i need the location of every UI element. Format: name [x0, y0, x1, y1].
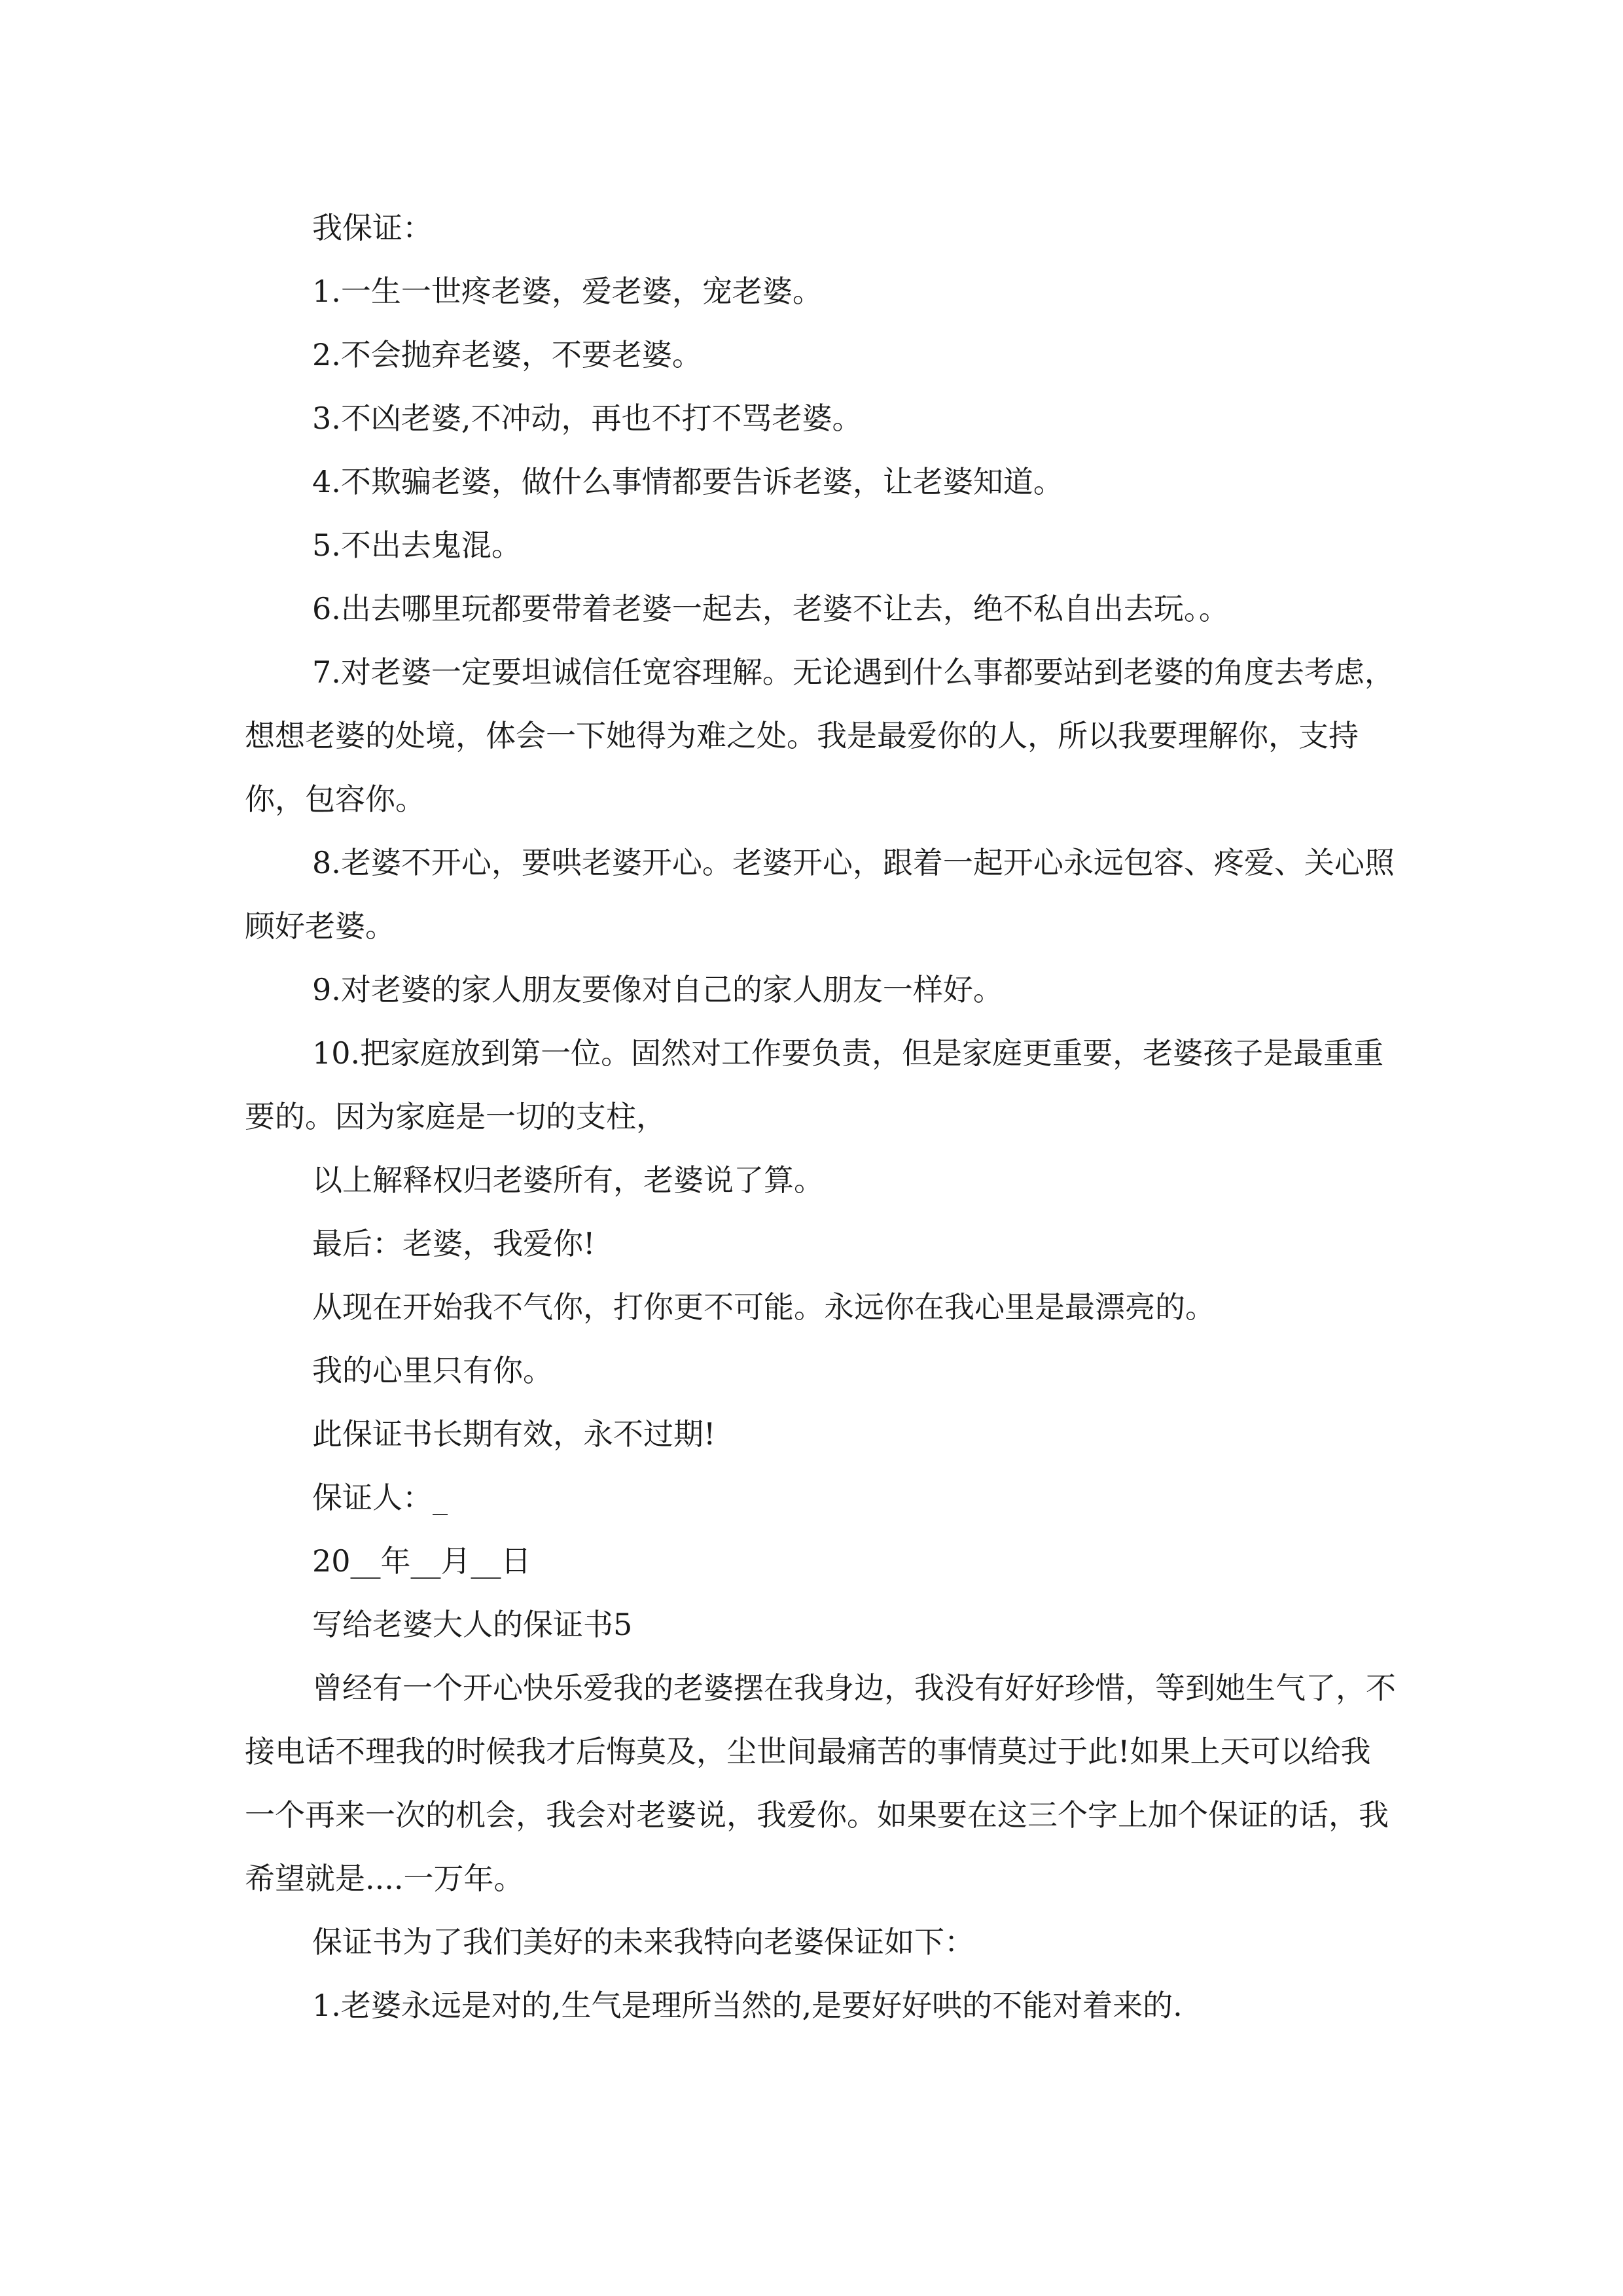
paragraph-intro: 曾经有一个开心快乐爱我的老婆摆在我身边，我没有好好珍惜，等到她生气了，不接电话不理我的时候我才后悔莫及，尘世间最痛苦的事情莫过于此!如果上天可以给我一个再来一次的机会，我会对老婆说，我爱你。如果要在这三个字上加个保证的话，我希望就是....一万年。: [245, 1670, 1396, 1896]
paragraph-item-10: 10.把家庭放到第一位。固然对工作要负责，但是家庭更重要，老婆孩子是最重重要的。因为家庭是一切的支柱，: [245, 1035, 1384, 1134]
paragraph-item-6: 6.出去哪里玩都要带着老婆一起去，老婆不让去，绝不私自出去玩。。: [312, 591, 1229, 626]
paragraph-item-3: 3.不凶老婆,不冲动，再也不打不骂老婆。: [312, 401, 863, 436]
paragraph-pledge-heading: 我保证：: [312, 210, 433, 245]
paragraph-signer: 保证人：_: [312, 1480, 448, 1515]
paragraph-item-1: 1.一生一世疼老婆，爱老婆，宠老婆。: [312, 274, 823, 309]
paragraph-item-9: 9.对老婆的家人朋友要像对自己的家人朋友一样好。: [312, 972, 1003, 1007]
paragraph-finally: 最后：老婆，我爱你!: [312, 1226, 596, 1261]
paragraph-item-4: 4.不欺骗老婆，做什么事情都要告诉老婆，让老婆知道。: [312, 464, 1063, 499]
paragraph-item-1-second: 1.老婆永远是对的,生气是理所当然的,是要好好哄的不能对着来的.: [312, 1988, 1183, 2023]
paragraph-only-you: 我的心里只有你。: [312, 1353, 553, 1388]
paragraph-item-2: 2.不会抛弃老婆，不要老婆。: [312, 337, 702, 372]
paragraph-pledge-intro: 保证书为了我们美好的未来我特向老婆保证如下：: [312, 1924, 974, 1960]
paragraph-interpretation: 以上解释权归老婆所有，老婆说了算。: [312, 1162, 824, 1198]
document-body: [245, 196, 1397, 2037]
paragraph-date: 20__年__月__日: [312, 1543, 531, 1579]
section-title: 写给老婆大人的保证书5: [312, 1607, 633, 1642]
paragraph-item-8: 8.老婆不开心，要哄老婆开心。老婆开心，跟着一起开心永远包容、疼爱、关心照顾好老婆。: [245, 845, 1395, 944]
paragraph-validity: 此保证书长期有效，永不过期!: [312, 1416, 716, 1452]
paragraph-promise: 从现在开始我不气你，打你更不可能。永远你在我心里是最漂亮的。: [312, 1289, 1215, 1325]
paragraph-item-7: 7.对老婆一定要坦诚信任宽容理解。无论遇到什么事都要站到老婆的角度去考虑，想想老婆的处境，体会一下她得为难之处。我是最爱你的人，所以我要理解你，支持你，包容你。: [245, 655, 1395, 817]
paragraph-item-5: 5.不出去鬼混。: [312, 528, 522, 563]
